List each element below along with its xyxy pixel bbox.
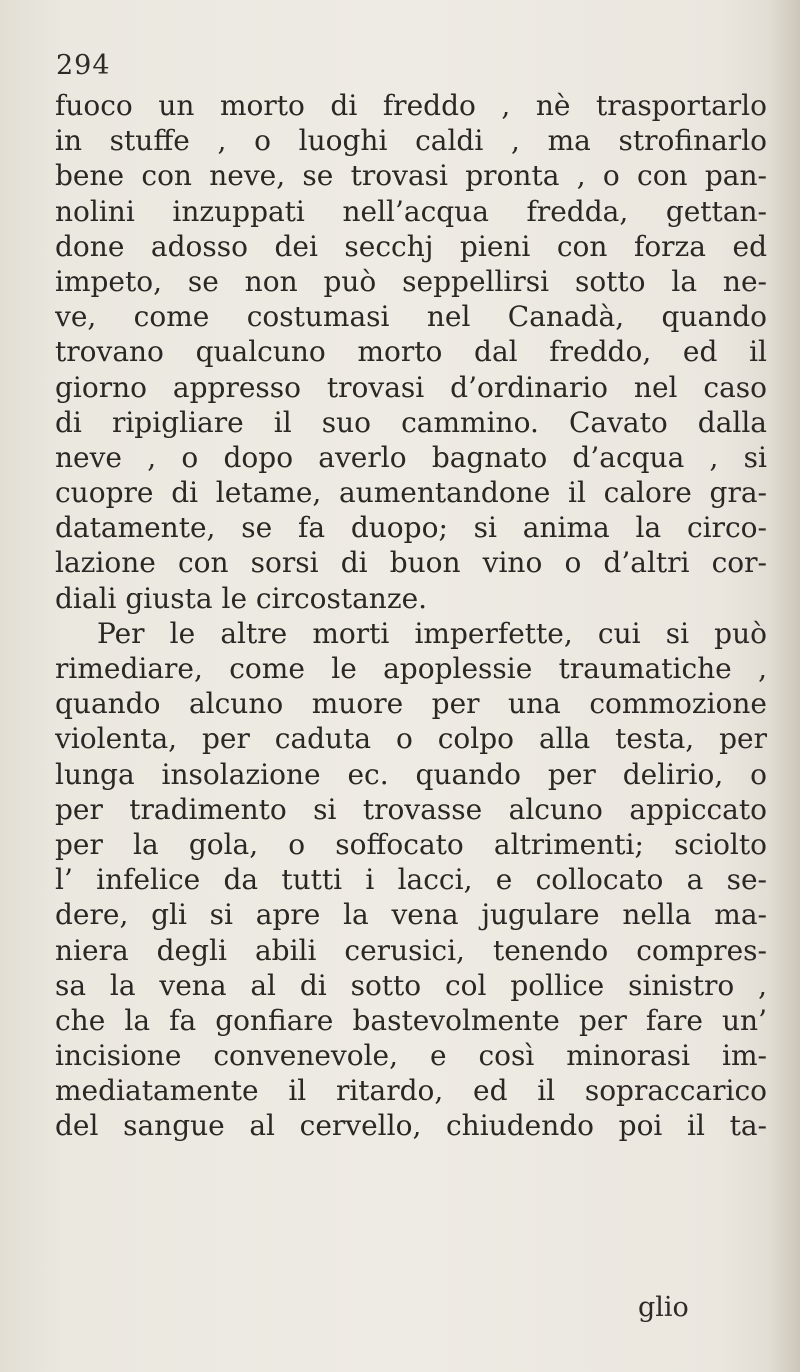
text-line: trovano qualcuno morto dal freddo, ed il (55, 335, 767, 369)
body-text (55, 88, 767, 1144)
page-number: 294 (56, 50, 111, 81)
text-line: quando alcuno muore per una commozione (55, 687, 767, 721)
text-line: per tradimento si trovasse alcuno appiccato (55, 792, 767, 826)
text-line: in stuffe , o luoghi caldi , ma strofinarlo (55, 124, 767, 158)
text-line: nolini inzuppati nell’acqua fredda, gettan- (55, 194, 767, 228)
text-line: bene con neve, se trovasi pronta , o con pan- (55, 159, 767, 193)
text-line: datamente, se fa duopo; si anima la circo- (55, 511, 767, 545)
text-line: niera degli abili cerusici, tenendo compres- (55, 933, 767, 967)
text-line: sa la vena al di sotto col pollice sinistro , (55, 968, 767, 1002)
text-line: Per le altre morti imperfette, cui si può (97, 616, 767, 650)
text-line: che la fa gonfiare bastevolmente per fare un’ (55, 1003, 767, 1037)
text-line: dere, gli si apre la vena jugulare nella ma- (55, 898, 767, 932)
text-line: per la gola, o soffocato altrimenti; sciolto (55, 827, 767, 861)
text-line: mediatamente il ritardo, ed il sopraccarico (55, 1074, 767, 1108)
text-line: rimediare, come le apoplessie traumatiche , (55, 652, 767, 685)
text-line: done adosso dei secchj pieni con forza ed (55, 229, 767, 263)
text-line: l’ infelice da tutti i lacci, e collocato a se- (55, 863, 767, 897)
text-line: ve, come costumasi nel Canadà, quando (55, 300, 767, 334)
text-line: cuopre di letame, aumentandone il calore gra- (55, 476, 767, 510)
text-line: di ripigliare il suo cammino. Cavato dalla (55, 405, 767, 439)
text-line: neve , o dopo averlo bagnato d’acqua , si (55, 440, 767, 474)
text-line: del sangue al cervello, chiudendo poi il ta- (55, 1109, 767, 1143)
text-line: diali giusta le circostanze. (55, 581, 428, 615)
text-line: giorno appresso trovasi d’ordinario nel caso (55, 370, 767, 404)
text-line: fuoco un morto di freddo , nè trasportarlo (55, 89, 767, 122)
text-line: incisione convenevole, e così minorasi im- (55, 1039, 767, 1073)
text-line: lunga insolazione ec. quando per delirio, o (55, 757, 767, 791)
text-line: impeto, se non può seppellirsi sotto la ne- (55, 264, 767, 298)
catchword: glio (638, 1292, 689, 1323)
text-line: violenta, per caduta o colpo alla testa, per (55, 722, 767, 756)
text-line: lazione con sorsi di buon vino o d’altri cor- (55, 546, 767, 580)
page-edge-shadow (770, 0, 800, 1372)
